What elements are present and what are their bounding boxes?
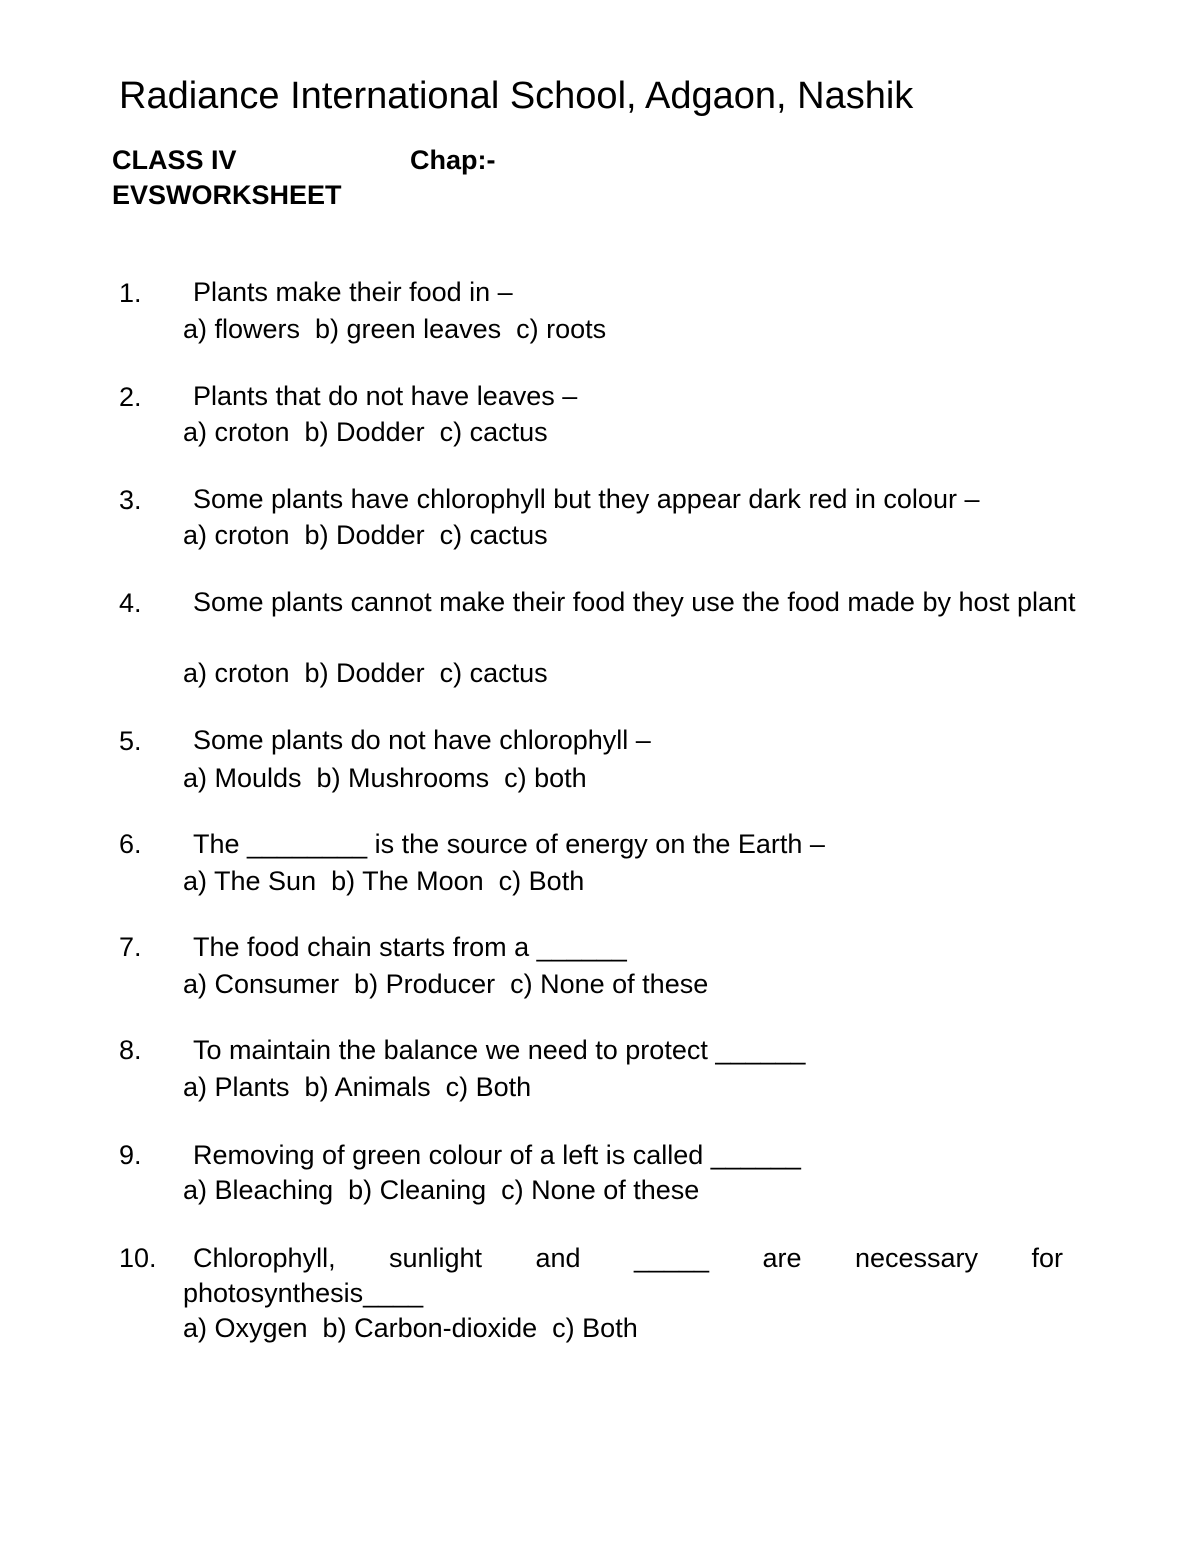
class-label: CLASS IV bbox=[112, 145, 237, 175]
question-options: a) Bleaching b) Cleaning c) None of these bbox=[183, 1175, 700, 1205]
question-word: and bbox=[535, 1243, 581, 1273]
question-options: a) croton b) Dodder c) cactus bbox=[183, 658, 548, 688]
question-options: a) Oxygen b) Carbon-dioxide c) Both bbox=[183, 1313, 638, 1343]
question-options: a) croton b) Dodder c) cactus bbox=[183, 520, 548, 550]
school-title: Radiance International School, Adgaon, Nashik bbox=[119, 75, 914, 117]
question-text: Plants make their food in – bbox=[193, 277, 513, 307]
question-text-continued: photosynthesis____ bbox=[183, 1278, 424, 1308]
question-number: 3. bbox=[119, 485, 142, 515]
question-options: a) Plants b) Animals c) Both bbox=[183, 1072, 532, 1102]
question-number: 8. bbox=[119, 1035, 142, 1065]
question-number: 9. bbox=[119, 1140, 142, 1170]
question-blank: _____ bbox=[633, 1243, 710, 1273]
question-text: To maintain the balance we need to protect ______ bbox=[193, 1035, 806, 1065]
question-options: a) The Sun b) The Moon c) Both bbox=[183, 866, 585, 896]
chapter-label: Chap:- bbox=[410, 145, 496, 175]
question-number: 10. bbox=[119, 1243, 157, 1273]
question-text: Removing of green colour of a left is called ______ bbox=[193, 1140, 801, 1170]
question-word: sunlight bbox=[389, 1243, 483, 1273]
question-text: The ________ is the source of energy on the Earth – bbox=[193, 829, 825, 859]
question-number: 5. bbox=[119, 726, 142, 756]
question-text bbox=[193, 1241, 1063, 1275]
question-word: for bbox=[1031, 1243, 1063, 1273]
question-options: a) flowers b) green leaves c) roots bbox=[183, 314, 607, 344]
question-text: Some plants do not have chlorophyll – bbox=[193, 725, 651, 755]
question-number: 6. bbox=[119, 829, 142, 859]
question-options: a) Consumer b) Producer c) None of these bbox=[183, 969, 709, 999]
question-word: are bbox=[762, 1243, 802, 1273]
question-number: 4. bbox=[119, 588, 142, 618]
question-text: Plants that do not have leaves – bbox=[193, 381, 578, 411]
question-options: a) Moulds b) Mushrooms c) both bbox=[183, 763, 587, 793]
question-number: 2. bbox=[119, 382, 142, 412]
question-number: 7. bbox=[119, 932, 142, 962]
question-text: Some plants cannot make their food they use the food made by host plant bbox=[193, 587, 1076, 617]
question-number: 1. bbox=[119, 278, 142, 308]
question-word: Chlorophyll, bbox=[193, 1243, 336, 1273]
question-text: The food chain starts from a ______ bbox=[193, 932, 627, 962]
question-text: Some plants have chlorophyll but they appear dark red in colour – bbox=[193, 484, 980, 514]
question-options: a) croton b) Dodder c) cactus bbox=[183, 417, 548, 447]
subject-label: EVSWORKSHEET bbox=[112, 180, 342, 210]
question-word: necessary bbox=[854, 1243, 979, 1273]
